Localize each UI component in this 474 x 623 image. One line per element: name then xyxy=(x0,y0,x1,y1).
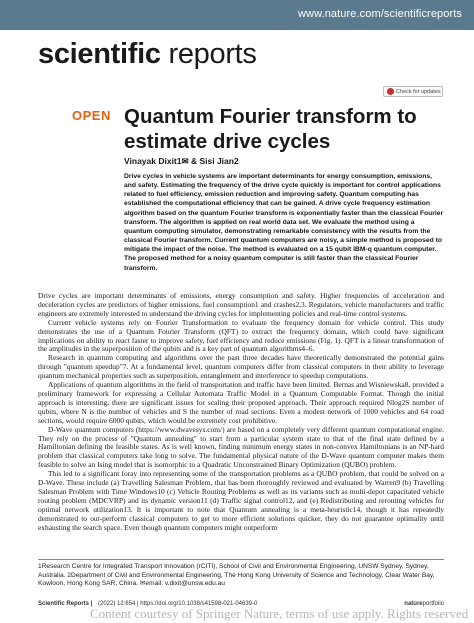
body-paragraph: Current vehicle systems rely on Fourier Transformation to evaluate the frequency domain for vehicle control. This study demonstrates the use of a Quantum Fourier Transform (QFT) to extract the frequency domain, which could have significant implications on ability to react faster to improve safety, fuel efficiency and reduce emissions (Fig. 1). QFT is a linear transformation of the amplitudes in the superposition of the qubits and is a key part of quantum algorithms4–6. xyxy=(38,317,444,354)
footnote-divider xyxy=(38,559,444,560)
footer-brand-bold: nature xyxy=(404,601,423,607)
footer-citation-doi[interactable]: (2022) 12:654 | https://doi.org/10.1038/s41598-021-04639-0 xyxy=(98,601,258,607)
journal-name-bold: scientific xyxy=(38,38,161,70)
footer-brand-rest: portfolio xyxy=(422,601,444,607)
open-access-badge: OPEN xyxy=(72,108,111,123)
body-paragraph: D-Wave quantum computers (https://www.dwavesys.com/) are based on a completely very different quantum computational engine. They rely on the process of "Quantum annealing" to start from a particular system state to that of the final state defined by a Hamiltonian defining the feasible states. As is well known, finding minimum energy states in non-convex Hamiltonians is an NP-hard problem that classical computers take long to solve. The fundamental physical nature of the D-Wave quantum computer makes them feasible to solve an Ising model that is isomorphic to a Quadratic Unconstrained Binary Optimization (QUBO) problem. xyxy=(38,424,444,470)
article-body xyxy=(38,292,444,532)
article-abstract: Drive cycles in vehicle systems are important determinants for energy consumption, emissions, and safety. Estimating the frequency of the drive cycle quickly is important for control applications related to fuel efficiency, emission reduction and improving safety. Quantum computing has established the computational efficiency that can be gained. A drive cycle frequency estimation algorithm based on the quantum Fourier transform is exponentially faster than the classical Fourier transform. The algorithm is applied on real world data set. We evaluate the method using a quantum computing simulator, demonstrating remarkable consistency with the results from the classical Fourier transform. Current quantum computers are noisy, a simple method is proposed to mitigate the impact of the noise. The method is evaluated on a 15 qubit IBM-q quantum computer. The proposed method for a noisy quantum computer is still faster than the classical Fourier transform. xyxy=(124,173,444,272)
journal-logo[interactable] xyxy=(38,40,257,69)
body-paragraph: Drive cycles are important determinants of emissions, energy consumption and safety. Higher frequencies of acceleration and deceleration cycles are predictors of higher emissions, fuel consumption1 and crashes2,3. Regulators, vehicle manufacturers and traffic engineers are extremely interested to understand the driving cycles for implementing policies and real-time control systems. xyxy=(38,291,444,318)
body-paragraph: Applications of quantum algorithms in the field of transportation and traffic have been limited. Bernas and Wisniewska8, provided a preliminary framework for expressing a Cellular Automata Traffic Model in a Quantum Computable Format. Though the initial approach is interesting, there are significant issues for scaling their proposed approach. Their approach required Nlog2S number of qubits, where N is the number of vehicles and S the number of road sections. Even a modest network of 1000 vehicles and 64 road sections, would require 6000 qubits, which would be extremely cost prohibitive. xyxy=(38,380,444,425)
body-paragraph: This led to a significant foray into representing some of the transportation problems as a QUBO problem, that could be solved on a D-Wave. These include (a) Travelling Salesman Problem, that has been thoroughly reviewed and evaluated by Warren9 (b) Travelling Salesman Problem with Time Windows10 (c) Vehicle Routing Problems as well as its variants such as multi-depot capacitated vehicle routing problem (MDCVRP) and its dynamic version11 (d) Traffic signal control12, and (e) Redistributing and rerouting vehicles for optimal network utilization13. It is important to note that Quantum annealing is a meta-heuristic14, though it has repeatedly demonstrated to out-perform classical computers to get to more efficient solutions quicker, they do not guarantee optimality until exhausting the search space. Even though quantum computers might outperform xyxy=(38,469,444,532)
journal-url-link[interactable]: www.nature.com/scientificreports xyxy=(298,8,462,20)
article-authors: Vinayak Dixit1✉ & Sisi Jian2 xyxy=(124,156,239,166)
check-for-updates-label: Check for updates xyxy=(396,88,441,95)
journal-name-rest: reports xyxy=(160,38,257,70)
article-title: Quantum Fourier transform to estimate drive cycles xyxy=(124,105,417,153)
journal-header-bar xyxy=(0,0,474,30)
author-affiliations: 1Research Centre for Integrated Transport Innovation (rCITI), School of Civil and Environmental Engineering, UNSW Sydney, Sydney, Australia. 2Department of Civil and Environmental Engineering, The Hong Kong University of Science and Technology, Clear Water Bay, Kowloon, Hong Kong SAR, China. ✉email: v.dixit@unsw.edu.au xyxy=(38,563,435,588)
crossmark-icon xyxy=(387,88,394,95)
check-for-updates-button[interactable] xyxy=(383,86,443,97)
copyright-watermark: Content courtesy of Springer Nature, terms of use apply. Rights reserved xyxy=(90,606,469,621)
footer-journal-name: Scientific Reports | xyxy=(38,601,93,607)
body-paragraph: Research in quantum computing and algorithms over the past three decades have theoretically demonstrated the potential gains through "quantum speedup"7. At a fundamental level, quantum computers differ from classical computers in their ability to leverage quantum mechanical properties such as superposition, entanglement and interference to speedup computations. xyxy=(38,353,444,381)
